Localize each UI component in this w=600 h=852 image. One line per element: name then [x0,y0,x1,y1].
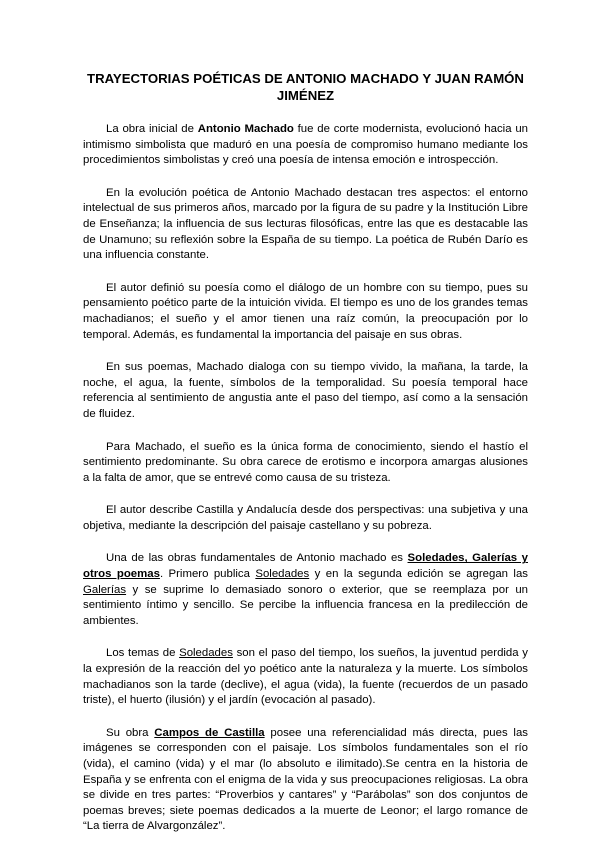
author-name-bold: Antonio Machado [197,123,294,135]
paragraph-4: En sus poemas, Machado dialoga con su tiempo vivido, la mañana, la tarde, la noche, el agua, la fuente, símbolos de la temporalidad. Su poesía temporal hace referencia al sentimiento de angustia ante el paso del tiempo, así como a la sensación de fluidez. [83,361,528,420]
paragraph-text: Los temas de [106,647,180,660]
paragraph-6: El autor describe Castilla y Andalucía desde dos perspectivas: una subjetiva y una objetiva, mediante la descripción del paisaje castellano y su pobreza. [83,504,528,532]
paragraph-text: y en la segunda edición se agregan las [309,568,528,581]
paragraph-text: Una de las obras fundamentales de Antonio machado es [106,552,408,565]
paragraph-1 [83,122,528,169]
paragraph-text: posee una referencialidad más directa, pues las imágenes se corresponden con el paisaje. Los símbolos fundamentales son el río (vida), el camino (vida) y el mar (lo absoluto e ilimitado).Se centra en la historia de España y se enfrenta con el enigma de la vida y sus preocupaciones religiosas. La obra se divide en tres partes: “Proverbios y cantares” y “Parábolas” son dos conjuntos de poemas breves; siete poemas dedicados a la muerte de Leonor; el largo romance de “La tierra de Alvargonzález”. [83,726,528,833]
paragraph-8 [83,646,528,708]
work-title-campos-de-castilla: Campos de Castilla [154,726,265,739]
paragraph-2: En la evolución poética de Antonio Machado destacan tres aspectos: el entorno intelectual de sus primeros años, marcado por la figura de su padre y la Institución Libre de Enseñanza; la influencia de sus lecturas filosóficas, entre las que es destacable las de Unamuno; su reflexión sobre la España de su tiempo. La poética de Rubén Darío es una influencia constante. [83,186,528,262]
paragraph-text: Su obra [106,726,155,739]
work-title-soledades: Soledades [179,647,233,660]
paragraph-5: Para Machado, el sueño es la única forma de conocimiento, siendo el hastío el sentimiento predominante. Su obra carece de erotismo e incorpora amargas alusiones a la falta de amor, que se entrevé como causa de su tristeza. [83,440,528,484]
document-title: TRAYECTORIAS POÉTICAS DE ANTONIO MACHADO Y JUAN RAMÓN JIMÉNEZ [87,71,524,103]
document-page [83,70,528,852]
paragraph-9 [83,726,528,835]
paragraph-text: . Primero publica [159,568,256,581]
work-title-galerias: Galerías [83,583,127,596]
paragraph-text: fue de corte modernista, evolucionó hacia un intimismo simbolista que maduró en una poesía de compromiso humano mediante los procedimientos simbolistas y creó una poesía de intensa emoción e introspección. [83,123,528,167]
work-title-soledades: Soledades [255,568,310,581]
work-title-soledades-galerias: Soledades, Galerías y otros poemas [83,552,528,581]
paragraph-text: y se suprime lo demasiado sonoro o exterior, que se reemplaza por un sentimiento íntimo y sencillo. Se percibe la influencia francesa en la predilección de ambientes. [83,583,528,627]
paragraph-text: La obra inicial de [106,123,198,135]
paragraph-7 [83,551,528,629]
paragraph-text: son el paso del tiempo, los sueños, la juventud perdida y la expresión de la reacción del yo poético ante la naturaleza y la muerte. Los símbolos machadianos son la tarde (declive), el agua (vida), la fuente (recuerdos de un pasado triste), el huerto (ilusión) y el jardín (evocación al pasado). [83,647,528,707]
paragraph-3: El autor definió su poesía como el diálogo de un hombre con su tiempo, pues su pensamiento poético parte de la intuición vivida. El tiempo es uno de los grandes temas machadianos; el sueño y el amor tienen una raíz común, la preocupación por lo temporal. Además, es fundamental la importancia del paisaje en sus obras. [83,281,528,341]
